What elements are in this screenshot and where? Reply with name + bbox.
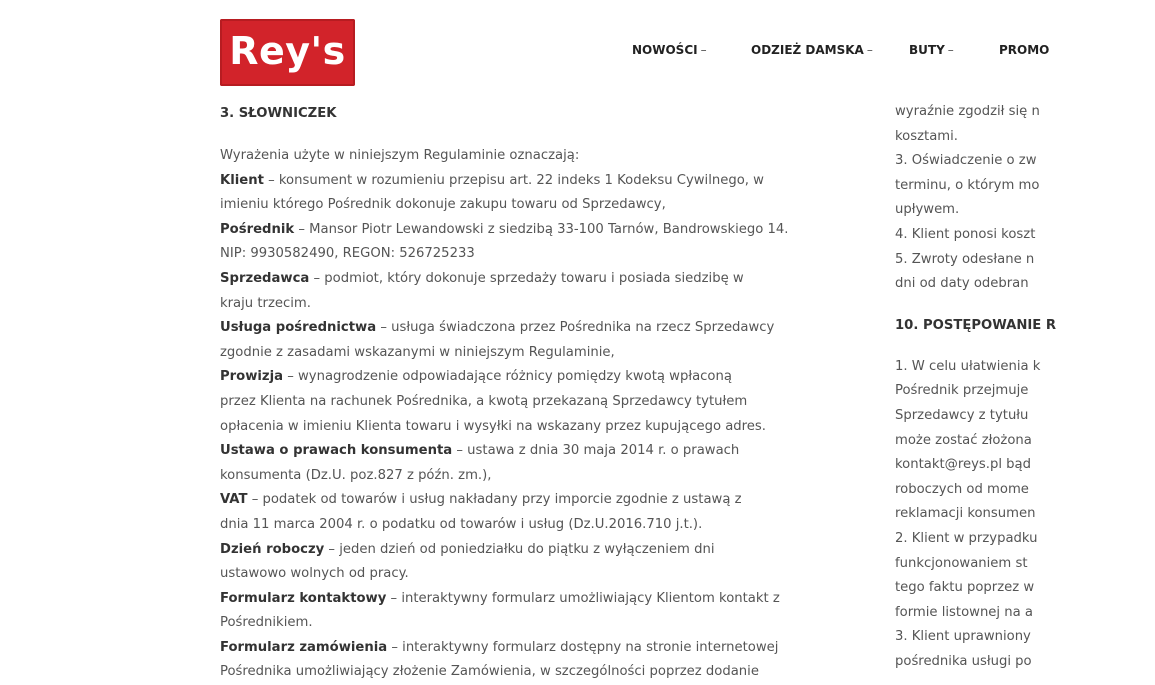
right-text-line: pośrednika usługi po [895, 653, 1032, 669]
right-text-line: 4. Klient ponosi koszt [895, 226, 1036, 242]
definition-text: – interaktywny formularz umożliwiający Klientom kontakt z [386, 590, 780, 606]
logo-text: Rey's [229, 28, 346, 73]
definition-text: opłacenia w imieniu Klienta towaru i wysyłki na wskazany przez kupującego adres. [220, 418, 766, 434]
section-heading-slowniczek: 3. SŁOWNICZEK [220, 106, 337, 121]
intro-text: Wyrażenia użyte w niniejszym Regulaminie oznaczają: [220, 148, 580, 163]
definition-vat [220, 488, 820, 537]
terms-main-column [220, 100, 820, 685]
definition-text: dnia 11 marca 2004 r. o podatku od towarów i usług (Dz.U.2016.710 j.t.). [220, 516, 703, 532]
site-header [0, 0, 1050, 100]
definition-usluga-posrednictwa [220, 316, 820, 365]
nav-item-odziez-damska[interactable] [751, 43, 873, 57]
definition-term: Pośrednik [220, 221, 295, 237]
nav-dropdown-dash: – [866, 43, 873, 57]
definition-posrednik [220, 218, 820, 267]
definition-text: Pośrednika umożliwiający złożenie Zamówienia, w szczególności poprzez dodanie [220, 664, 759, 680]
definition-text: imieniu którego Pośrednik dokonuje zakupu towaru od Sprzedawcy, [220, 197, 666, 213]
right-text-line: funkcjonowaniem st [895, 555, 1028, 571]
definition-term: Sprzedawca [220, 270, 310, 286]
definition-text: – podatek od towarów i usług nakładany przy imporcie zgodnie z ustawą z [247, 492, 742, 508]
definition-prowizja [220, 365, 820, 439]
definition-sprzedawca [220, 267, 820, 316]
right-text-line: 1. W celu ułatwienia k [895, 358, 1041, 374]
definition-text: – usługa świadczona przez Pośrednika na rzecz Sprzedawcy [376, 320, 775, 336]
definition-text: ustawowo wolnych od pracy. [220, 566, 409, 582]
nav-label: BUTY [909, 43, 945, 57]
nav-label: NOWOŚCI [632, 43, 698, 57]
definition-term: Ustawa o prawach konsumenta [220, 443, 453, 459]
terms-right-column [895, 100, 1155, 674]
section-heading-postepowanie: 10. POSTĘPOWANIE R [895, 317, 1057, 333]
definition-text: – jeden dzień od poniedziałku do piątku z wyłączeniem dni [324, 541, 715, 557]
definition-term: VAT [220, 492, 248, 508]
definition-term: Dzień roboczy [220, 541, 325, 557]
definition-formularz-zamowienia [220, 636, 820, 685]
definition-dzien-roboczy [220, 538, 820, 587]
definition-text: konsumenta (Dz.U. poz.827 z późn. zm.), [220, 467, 492, 483]
definition-text: NIP: 9930582490, REGON: 526725233 [220, 246, 475, 262]
right-text-line: może zostać złożona [895, 432, 1032, 448]
definition-text: – podmiot, który dokonuje sprzedaży towaru i posiada siedzibę w [309, 270, 744, 286]
definition-text: – konsument w rozumieniu przepisu art. 22 indeks 1 Kodeksu Cywilnego, w [263, 172, 764, 188]
right-text-line: 3. Klient uprawniony [895, 629, 1031, 645]
definition-text: – ustawa z dnia 30 maja 2014 r. o prawach [452, 443, 740, 459]
right-text-line: tego faktu poprzez w [895, 580, 1035, 596]
definition-text: zgodnie z zasadami wskazanymi w niniejszym Regulaminie, [220, 344, 615, 360]
right-text-line: kontakt@reys.pl bąd [895, 457, 1032, 473]
right-text-line: dni od daty odebran [895, 276, 1029, 292]
right-text-line: upływem. [895, 202, 960, 218]
right-text-line: wyraźnie zgodził się n [895, 104, 1040, 119]
definition-text: Pośrednikiem. [220, 615, 313, 631]
nav-dropdown-dash: – [947, 43, 954, 57]
reys-logo[interactable] [220, 19, 355, 86]
definition-text: – Mansor Piotr Lewandowski z siedzibą 33-100 Tarnów, Bandrowskiego 14. [294, 221, 789, 237]
nav-label: PROMO [999, 43, 1050, 57]
right-text-line: 2. Klient w przypadku [895, 530, 1038, 546]
nav-item-nowosci[interactable] [632, 43, 707, 57]
definition-term: Formularz kontaktowy [220, 590, 387, 606]
right-text-line: formie listownej na a [895, 604, 1033, 620]
definition-term: Prowizja [220, 369, 284, 385]
right-text-line: kosztami. [895, 128, 958, 144]
right-text-line: roboczych od mome [895, 481, 1029, 497]
nav-label: ODZIEŻ DAMSKA [751, 43, 864, 57]
definition-ustawa [220, 439, 820, 488]
definition-term: Usługa pośrednictwa [220, 320, 377, 336]
definition-klient [220, 169, 820, 218]
right-text-line: terminu, o którym mo [895, 177, 1040, 193]
definition-text: przez Klienta na rachunek Pośrednika, a kwotą przekazaną Sprzedawcy tytułem [220, 393, 748, 409]
nav-dropdown-dash: – [700, 43, 707, 57]
definition-term: Klient [220, 172, 264, 188]
right-text-line: reklamacji konsumen [895, 506, 1036, 522]
definition-term: Formularz zamówienia [220, 639, 388, 655]
right-text-line: Pośrednik przejmuje [895, 383, 1029, 399]
nav-item-buty[interactable] [909, 43, 954, 57]
right-text-line: 3. Oświadczenie o zw [895, 153, 1037, 169]
definition-text: – interaktywny formularz dostępny na stronie internetowej [387, 639, 779, 655]
definition-formularz-kontaktowy [220, 587, 820, 636]
right-text-line: Sprzedawcy z tytułu [895, 407, 1029, 423]
definition-text: kraju trzecim. [220, 295, 311, 311]
definition-text: – wynagrodzenie odpowiadające różnicy pomiędzy kwotą wpłaconą [283, 369, 732, 385]
nav-item-promo[interactable] [999, 43, 1049, 57]
right-text-line: 5. Zwroty odesłane n [895, 251, 1035, 267]
